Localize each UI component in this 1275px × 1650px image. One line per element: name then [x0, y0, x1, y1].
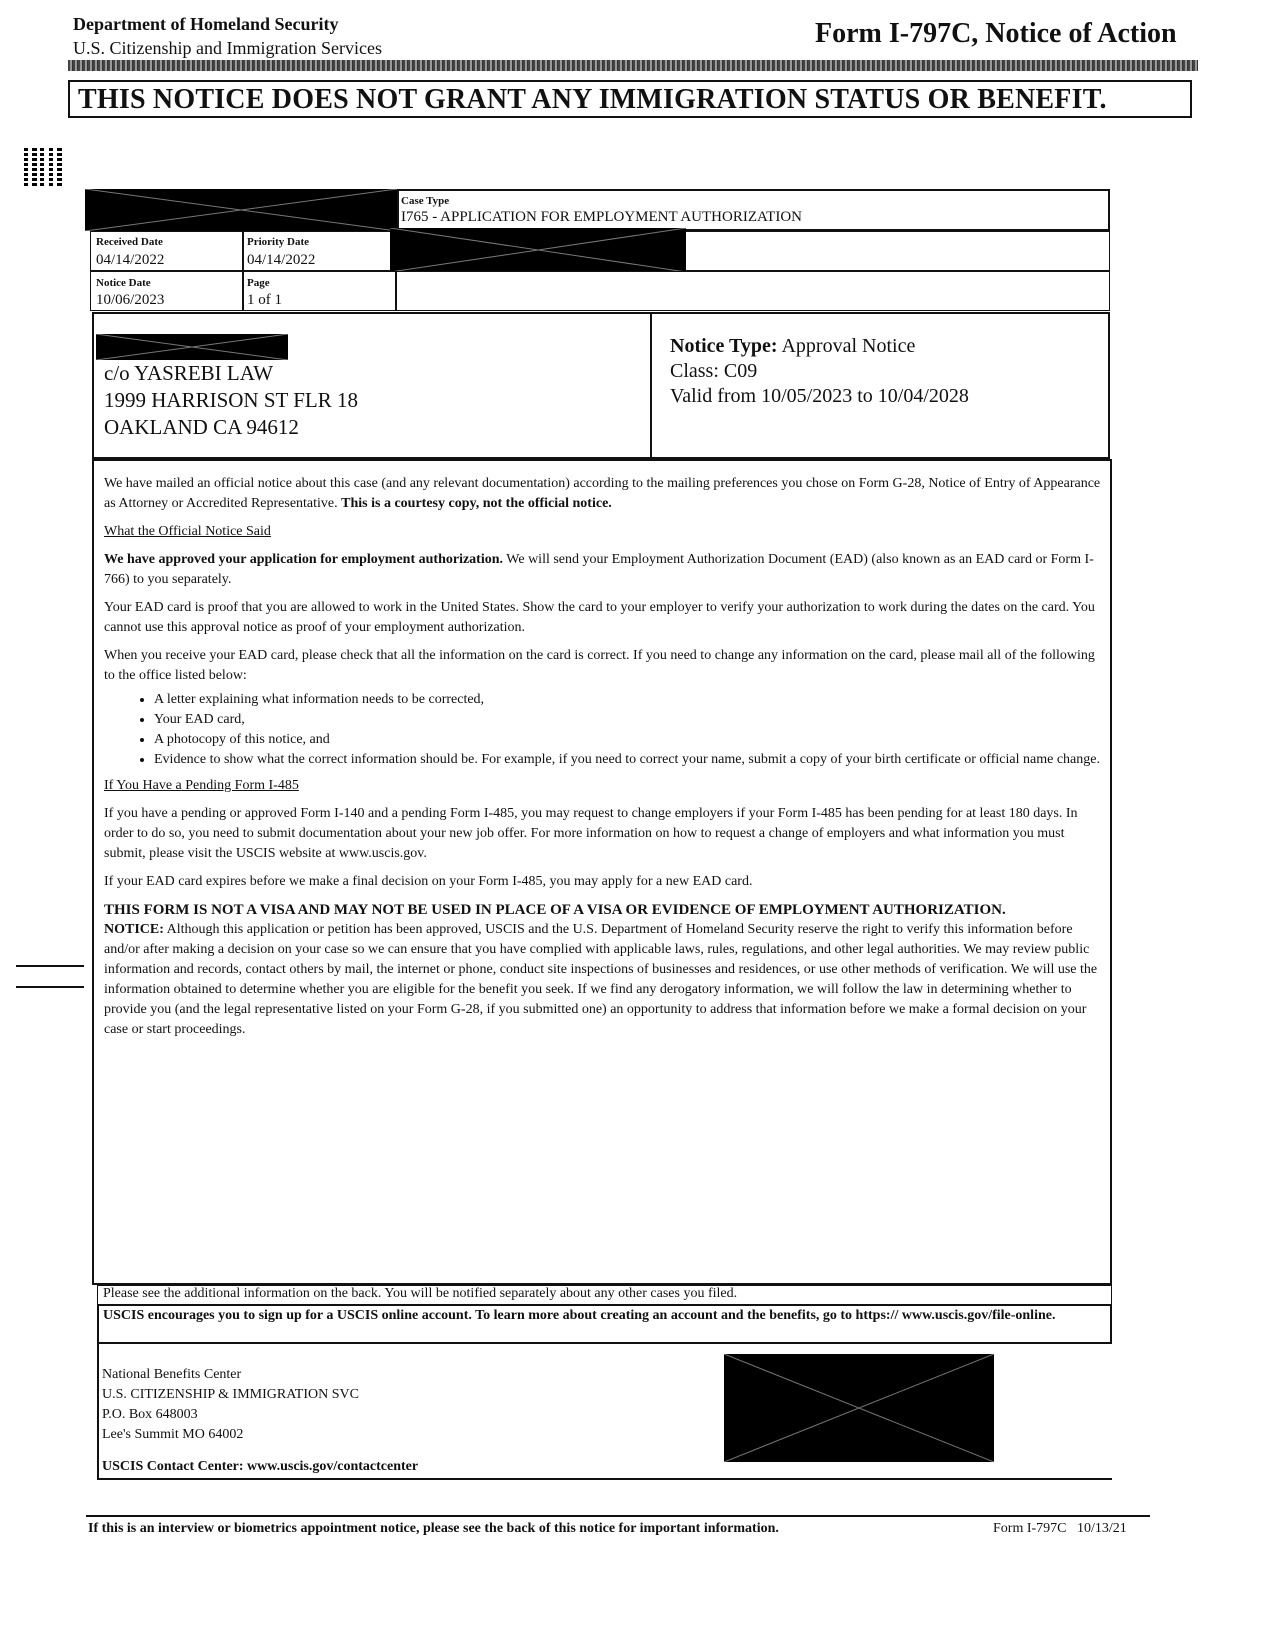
mailing-address	[104, 360, 358, 441]
list-item: • Evidence to show what the correct information should be. For example, if you need to correct your name, submit a copy of your birth certificate or official name change.	[154, 750, 1104, 770]
header-rule	[68, 60, 1198, 71]
courtesy-copy-note: This is a courtesy copy, not the official notice.	[341, 496, 612, 511]
office-line: P.O. Box 648003	[102, 1407, 198, 1422]
list-item: • A photocopy of this notice, and	[154, 730, 1104, 750]
intro-text: We have mailed an official notice about this case (and any relevant documentation) according to the mailing preferences you chose on Form G-28, Notice of Entry of Appearance as Attorney or Accredited Representative.	[104, 476, 1101, 511]
section-heading: What the Official Notice Said	[104, 524, 271, 539]
address-line: 1999 HARRISON ST FLR 18	[104, 388, 358, 412]
divider	[397, 189, 399, 231]
approval-paragraph	[104, 550, 1104, 590]
divider	[97, 1344, 99, 1480]
service-center-address	[102, 1365, 359, 1445]
agency-subname: U.S. Citizenship and Immigration Services	[73, 38, 382, 58]
notice-type-label: Notice Type:	[670, 335, 778, 357]
redacted-recipient	[96, 334, 288, 360]
correction-paragraph: When you receive your EAD card, please check that all the information on the card is correct. If you need to change any information on the card, please mail all of the following to the office listed below:	[104, 648, 1095, 683]
verification-notice	[104, 920, 1104, 1040]
form-edition	[993, 1521, 1127, 1537]
agency-name: Department of Homeland Security	[73, 14, 339, 34]
office-line: U.S. CITIZENSHIP & IMMIGRATION SVC	[102, 1387, 359, 1402]
office-line: National Benefits Center	[102, 1367, 242, 1382]
banner-text: THIS NOTICE DOES NOT GRANT ANY IMMIGRATION STATUS OR BENEFIT.	[78, 84, 1107, 115]
redacted-applicant-name	[390, 228, 686, 272]
bottom-rule	[86, 1515, 1150, 1517]
contact-center-link[interactable]: USCIS Contact Center: www.uscis.gov/contactcenter	[102, 1459, 419, 1474]
approval-statement: We have approved your application for employment authorization.	[104, 552, 504, 567]
notice-date-label: Notice Date	[96, 277, 151, 289]
additional-info-line	[97, 1285, 1112, 1305]
notice-body	[104, 474, 1104, 1048]
list-item: • A letter explaining what information needs to be corrected,	[154, 690, 1104, 710]
form-id: Form I-797C	[993, 1521, 1067, 1536]
online-account-box	[97, 1304, 1112, 1344]
not-a-visa-warning: THIS FORM IS NOT A VISA AND MAY NOT BE USED IN PLACE OF A VISA OR EVIDENCE OF EMPLOYMENT AUTHORIZATION.	[104, 902, 1006, 918]
divider	[650, 312, 652, 459]
notice-type-value: Approval Notice	[781, 335, 916, 357]
status-banner	[68, 80, 1192, 118]
bottom-note: If this is an interview or biometrics appointment notice, please see the back of this notice for important information.	[88, 1521, 779, 1536]
page-label: Page	[247, 277, 270, 289]
notice-type-block	[670, 334, 969, 409]
received-date-label: Received Date	[96, 236, 163, 248]
page-value: 1 of 1	[247, 292, 282, 308]
margin-mark	[16, 965, 84, 967]
priority-date-value: 04/14/2022	[247, 252, 316, 268]
case-type-value: I765 - APPLICATION FOR EMPLOYMENT AUTHORIZATION	[401, 209, 802, 225]
approval-text: We will send your Employment Authorization Document (EAD) (also known as an EAD card or Form I-766) to you separately.	[104, 552, 1094, 587]
list-item: • Your EAD card,	[154, 710, 1104, 730]
section-heading: If You Have a Pending Form I-485	[104, 778, 299, 793]
margin-mark	[16, 986, 84, 988]
office-line: Lee's Summit MO 64002	[102, 1427, 244, 1442]
notice-text: Although this application or petition has been approved, USCIS and the U.S. Department of Homeland Security reserve the right to verify this information before and/or after making a decision on your case so we can ensure that you have complied with applicable laws, rules, regulations, and other legal authorities. We may review public information and records, contact others by mail, the internet or phone, conduct site inspections of businesses and residences, or use other methods of verification. We will use the information obtained to determine whether you are eligible for the benefit you seek. If we find any derogatory information, we will follow the law in determining whether to provide you (and the legal representative listed on your Form G-28, if you submitted one) an opportunity to address that information before we make a formal decision on your case or start proceedings.	[104, 922, 1098, 1037]
correction-list	[144, 690, 1104, 770]
notice-row	[90, 271, 1110, 311]
ead-proof-paragraph: Your EAD card is proof that you are allowed to work in the United States. Show the card to your employer to verify your authorization to work during the dates on the card. You cannot use this approval notice as proof of your employment authorization.	[104, 600, 1095, 635]
redacted-signature	[724, 1354, 994, 1462]
redacted-receipt-number	[85, 189, 397, 231]
barcode-icon	[24, 148, 62, 186]
form-edition-date: 10/13/21	[1077, 1521, 1127, 1536]
address-line: OAKLAND CA 94612	[104, 415, 299, 439]
online-account-text: USCIS encourages you to sign up for a USCIS online account. To learn more about creating an account and the benefits, go to https:// www.uscis.gov/file-online.	[103, 1308, 1056, 1323]
address-line: c/o YASREBI LAW	[104, 361, 274, 385]
i485-paragraph: If you have a pending or approved Form I-140 and a pending Form I-485, you may request to change employers if your Form I-485 has been pending for at least 180 days. In order to do so, you need to submit documentation about your new job offer. For more information on how to request a change of employers and what information you must submit, please visit the USCIS website at www.uscis.gov.	[104, 806, 1078, 861]
case-info-table	[85, 189, 1110, 311]
notice-label: NOTICE:	[104, 922, 164, 937]
case-type-label: Case Type	[401, 195, 450, 207]
validity-line: Valid from 10/05/2023 to 10/04/2028	[670, 385, 969, 407]
intro-paragraph	[104, 474, 1104, 514]
additional-info-text: Please see the additional information on the back. You will be notified separately about any other cases you filed.	[103, 1286, 738, 1301]
renewal-paragraph: If your EAD card expires before we make a final decision on your Form I-485, you may apply for a new EAD card.	[104, 874, 753, 889]
divider	[97, 1478, 1112, 1480]
notice-date-value: 10/06/2023	[96, 292, 165, 308]
class-line: Class: C09	[670, 360, 758, 382]
form-title: Form I-797C, Notice of Action	[815, 18, 1177, 49]
priority-date-label: Priority Date	[247, 236, 309, 248]
received-date-value: 04/14/2022	[96, 252, 165, 268]
